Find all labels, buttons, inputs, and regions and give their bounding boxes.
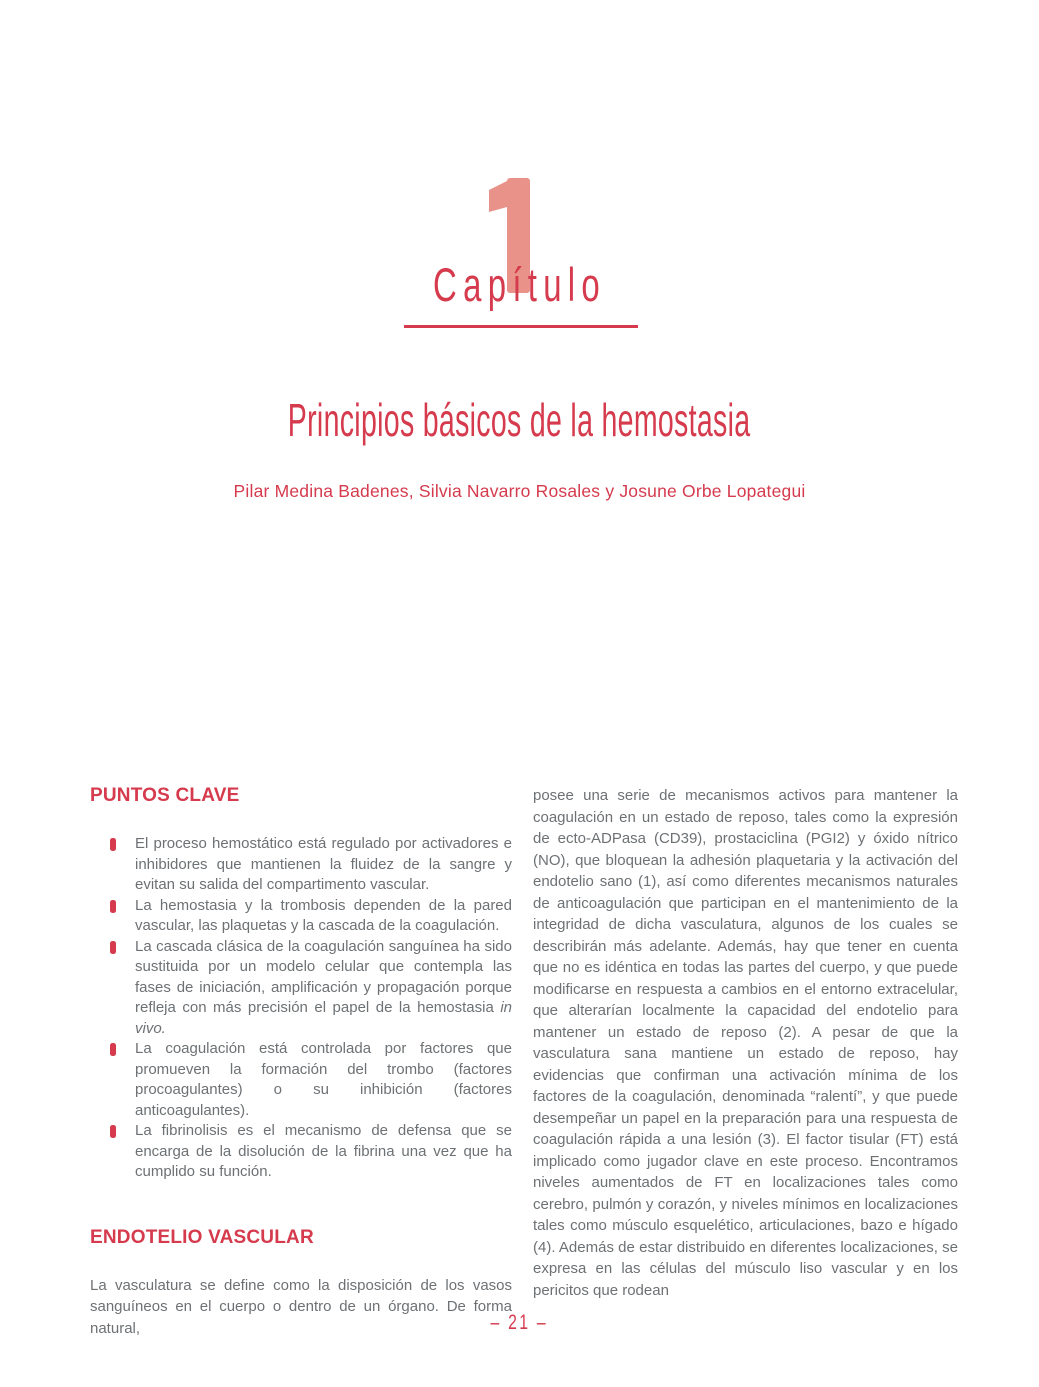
chapter-label-row	[0, 258, 1039, 311]
right-column-paragraph: posee una serie de mecanismos activos para mantener la coagulación en un estado de reposo, tales como la expresión de ecto-ADPasa (CD39), prostaciclina (PGI2) y óxido nítrico (NO), que bloquean la adhesión plaquetaria y la activación del endotelio sano (1), así como diferentes mecanismos naturales de anticoagulación que participan en el mantenimiento de la integridad de dicha vasculatura, algunos de los cuales se describirán más adelante. Además, hay que tener en cuenta que no es idéntica en todas las partes del cuerpo, y que puede modificarse en respuesta a cambios en el entorno extracelular, que alterarían localmente la capacidad del endotelio para mantener un estado de reposo (2). A pesar de que la vasculatura sana mantiene un estado de reposo, hay evidencias que confirman una activación mínima de los factores de la coagulación, denominada “ralentí”, y que puede desempeñar un papel en la preparación para una respuesta de coagulación rápida a una lesión (3). El factor tisular (FT) está implicado como jugador clave en este proceso. Encontramos niveles aumentados de FT en localizaciones tales como cerebro, pulmón y corazón, y niveles mínimos en localizaciones tales como músculo esquelético, articulaciones, bazo e hígado (4). Además de estar distribuido en diferentes localizaciones, se expresa en las células del músculo liso vascular y en los pericitos que rodean	[533, 787, 958, 1299]
italic-phrase: in vivo.	[135, 999, 512, 1037]
page-number: – 21 –	[490, 1311, 549, 1334]
bullet-bar-icon	[110, 1043, 116, 1056]
endotelio-heading: ENDOTELIO VASCULAR	[90, 1226, 314, 1248]
authors-line: Pilar Medina Badenes, Silvia Navarro Rosales y Josune Orbe Lopategui	[233, 481, 806, 501]
key-point-text: La coagulación está controlada por factores que promueven la formación del trombo (factores procoagulantes) o su inhibición (factores anticoagulantes).	[135, 1040, 512, 1119]
key-point-text: La cascada clásica de la coagulación sanguínea ha sido sustituida por un modelo celular que contempla las fases de iniciación, amplificación y propagación porque refleja con más precisión el papel de la hemostasia in vivo.	[135, 937, 512, 1037]
key-point-text: La hemostasia y la trombosis dependen de la pared vascular, las plaquetas y la cascada de la coagulación.	[135, 896, 512, 934]
key-point-item	[110, 1039, 512, 1121]
endotelio-paragraph: La vasculatura se define como la disposición de los vasos sanguíneos en el cuerpo o dentro de un órgano. De forma natural,	[90, 1276, 512, 1337]
key-point-text: La fibrinolisis es el mecanismo de defensa que se encarga de la disolución de la fibrina una vez que ha cumplido su función.	[135, 1122, 512, 1180]
bullet-bar-icon	[110, 941, 116, 954]
authors-row	[0, 481, 1039, 502]
bullet-bar-icon	[110, 838, 116, 851]
two-column-body	[90, 785, 958, 1339]
key-point-item	[110, 937, 512, 1040]
key-points-heading: PUNTOS CLAVE	[90, 785, 240, 806]
key-points-list	[90, 834, 512, 1183]
right-column	[533, 785, 958, 1339]
key-point-item	[110, 1121, 512, 1183]
bullet-bar-icon	[110, 1125, 116, 1138]
key-point-item	[110, 834, 512, 896]
numeral-flag	[489, 181, 507, 212]
chapter-label: Capítulo	[433, 258, 606, 311]
title-row	[0, 394, 1039, 447]
key-point-item	[110, 896, 512, 937]
page-number-row	[0, 1311, 1039, 1335]
page-title: Principios básicos de la hemostasia	[288, 394, 751, 446]
key-point-text: El proceso hemostático está regulado por activadores e inhibidores que mantienen la fluidez de la sangre y evitan su salida del compartimento vascular.	[135, 835, 512, 893]
bullet-bar-icon	[110, 900, 116, 913]
chapter-underline	[404, 325, 638, 328]
left-column	[90, 785, 512, 1339]
